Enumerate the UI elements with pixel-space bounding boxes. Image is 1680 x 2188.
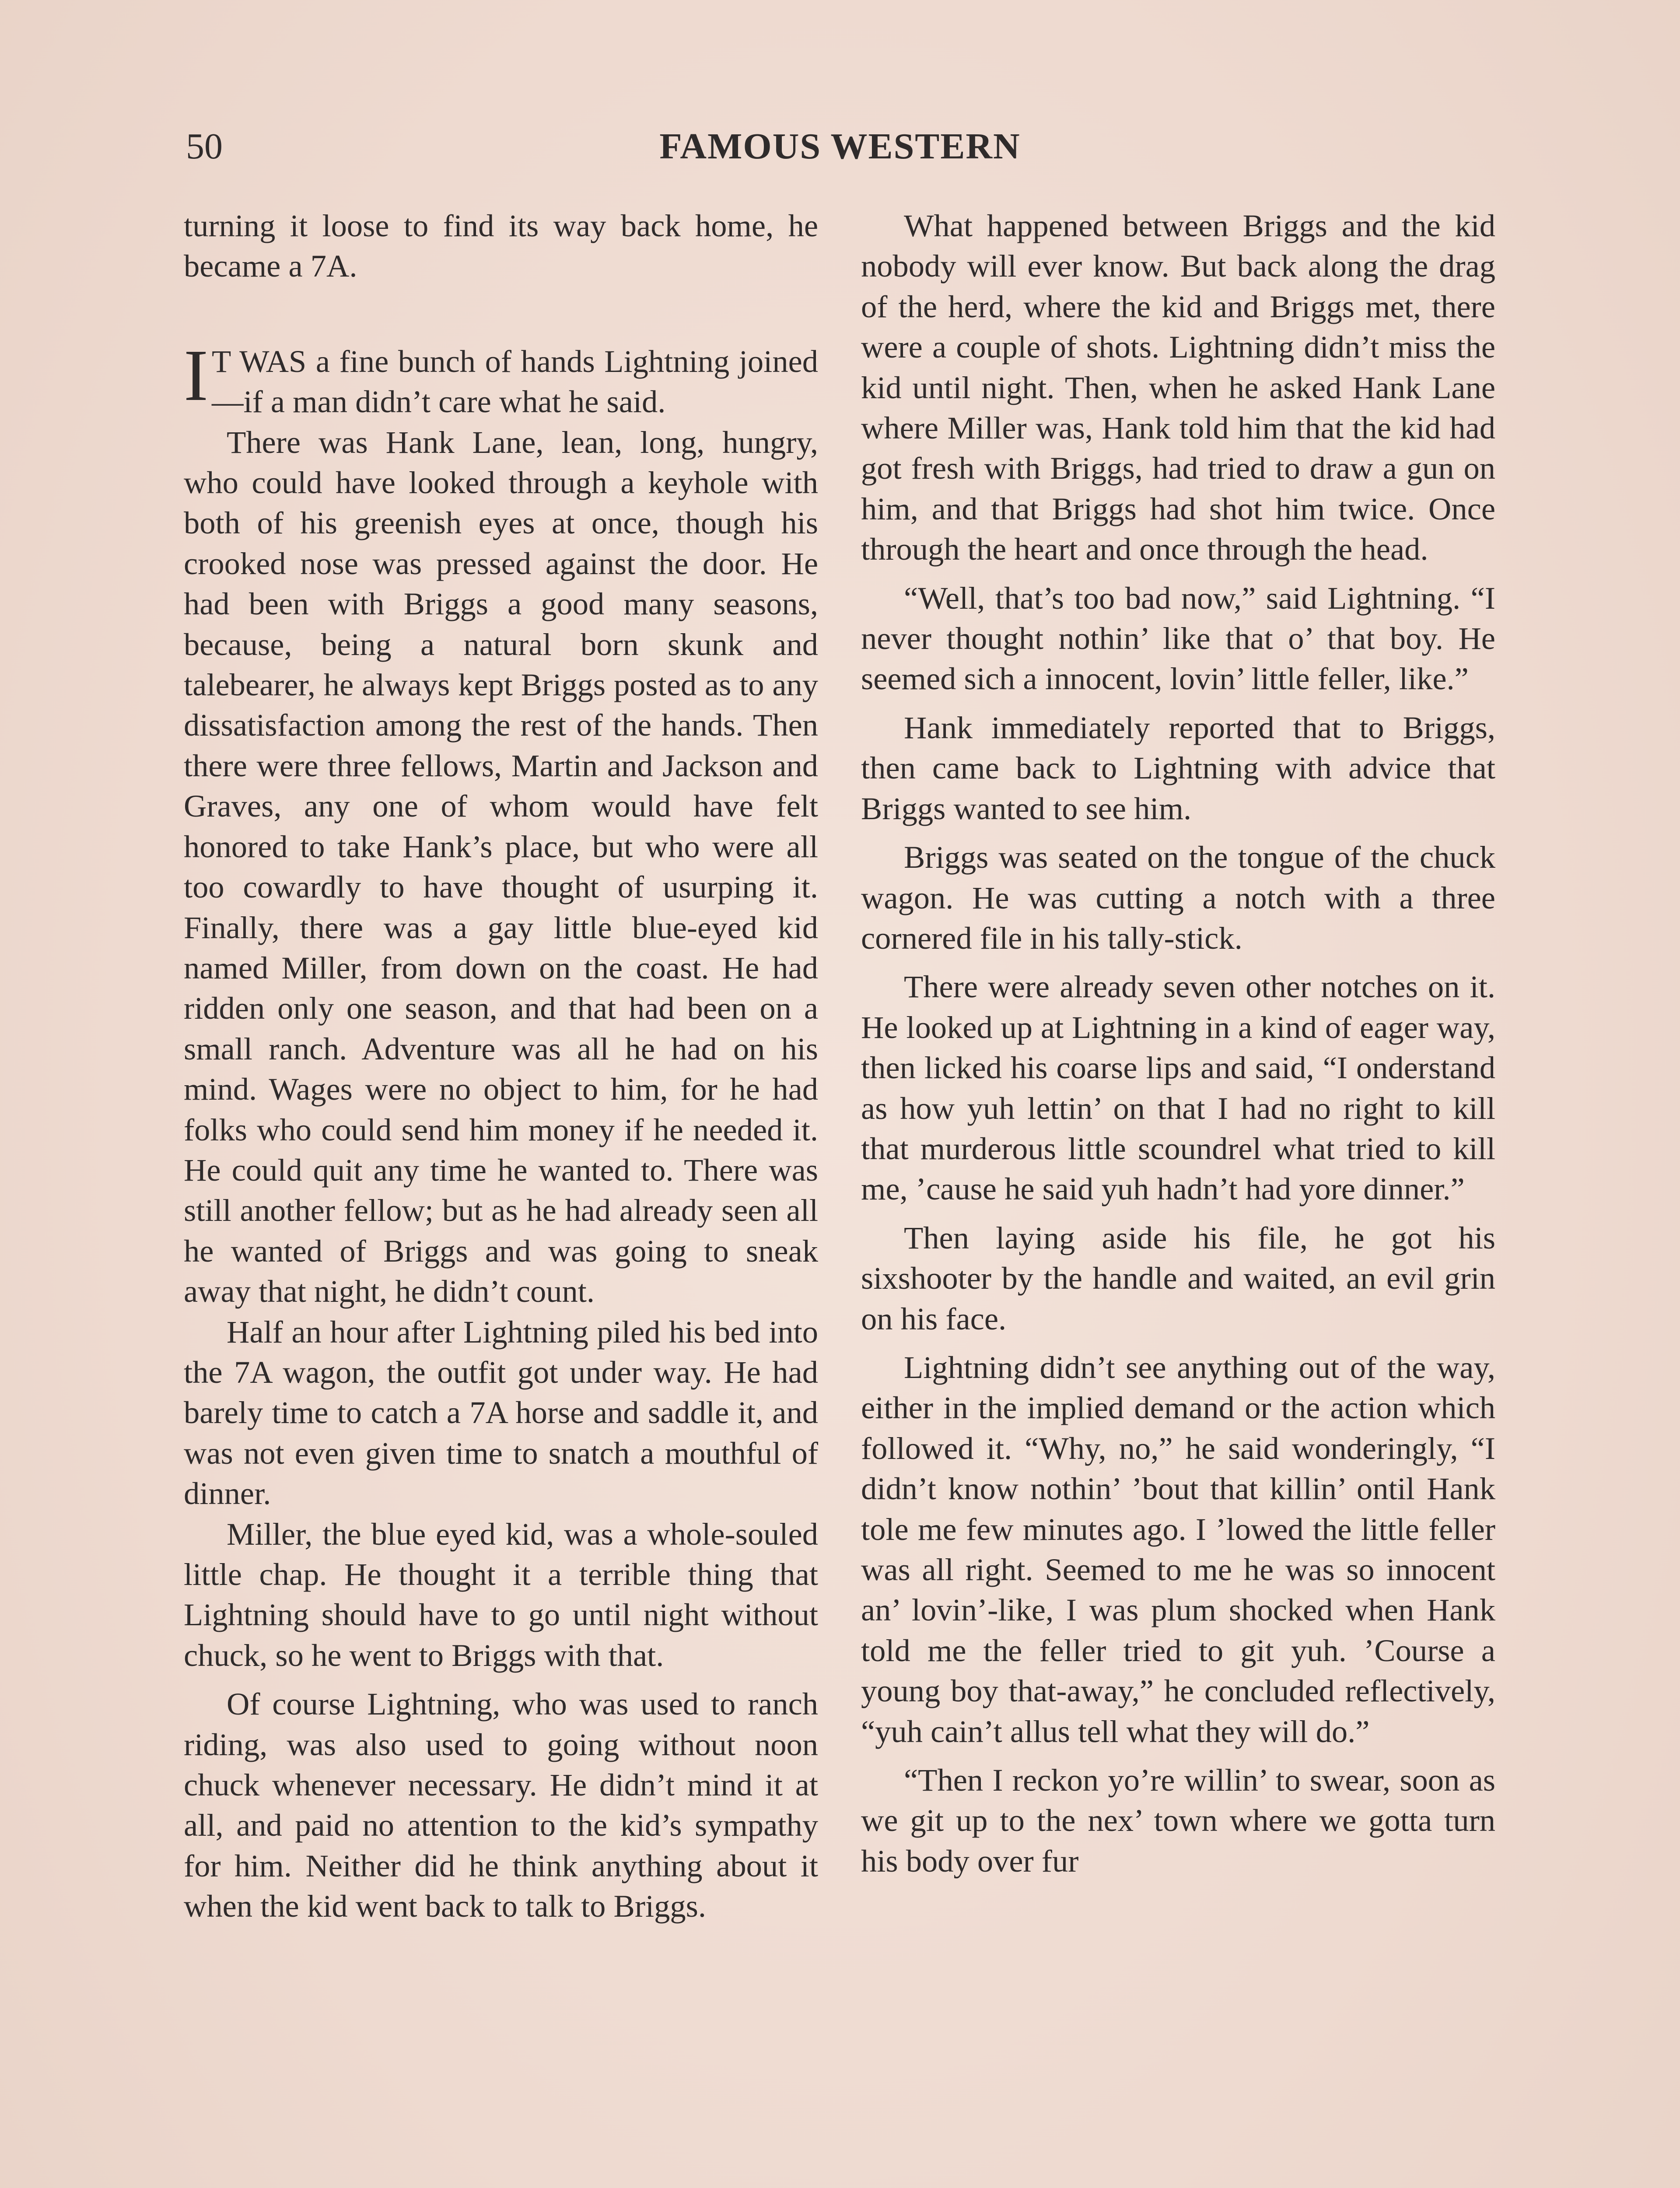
page-header (186, 125, 1494, 177)
paragraph: There was Hank Lane, lean, long, hungry, who could have looked through a keyhole with both of his greenish eyes at once, though his crooked nose was pressed against the door. He had been with Briggs a good many seasons, because, being a natural born skunk and talebearer, he always kept Briggs posted as to any dissatisfaction among the rest of the hands. Then there were three fellows, Martin and Jackson and Graves, any one of whom would have felt honored to take Hank’s place, but who were all too cowardly to have thought of usurping it. Finally, there was a gay little blue-eyed kid named Miller, from down on the coast. He had ridden only one season, and that had been on a small ranch. Adventure was all he had on his mind. Wages were no object to him, for he had folks who could send him money if he needed it. He could quit any time he wanted to. There was still another fellow; but as he had already seen all he wanted of Briggs and was going to sneak away that night, he didn’t count. (184, 424, 818, 1309)
page-number: 50 (186, 126, 223, 167)
paragraph: Lightning didn’t see anything out of the way, either in the implied demand or the action which followed it. “Why, no,” he said wonderingly, “I didn’t know nothin’ ’bout that killin’ ontil Hank tole me few minutes ago. I ’lowed the little feller was all right. Seemed to me he was so innocent an’ lovin’-like, I was plum shocked when Hank told me the feller tried to git yuh. ’Course a young boy that-away,” he concluded reflectively, “yuh cain’t allus tell what they will do.” (861, 1349, 1495, 1749)
right-column (861, 206, 1495, 1881)
paragraph: “Then I reckon yo’re willin’ to swear, soon as we git up to the nex’ town where we gotta turn his body over fur (861, 1762, 1495, 1879)
paragraph: “Well, that’s too bad now,” said Lightning. “I never thought nothin’ like that o’ that boy. He seemed sich a innocent, lovin’ little feller, like.” (861, 580, 1495, 697)
paragraph: Then laying aside his file, he got his sixshooter by the handle and waited, an evil grin on his face. (861, 1220, 1495, 1336)
paragraph: There were already seven other notches on it. He looked up at Lightning in a kind of eager way, then licked his coarse lips and said, “I onderstand as how yuh lettin’ on that I had no right to kill that murderous little scoundrel what tried to kill me, ’cause he said yuh hadn’t had yore dinner.” (861, 969, 1495, 1207)
paragraph: What happened between Briggs and the kid nobody will ever know. But back along the drag of the herd, where the kid and Briggs met, there were a couple of shots. Lightning didn’t miss the kid until night. Then, when he asked Hank Lane where Miller was, Hank told him that the kid had got fresh with Briggs, had tried to draw a gun on him, and that Briggs had shot him twice. Once through the heart and once through the head. (861, 208, 1495, 567)
paragraph: Briggs was seated on the tongue of the chuck wagon. He was cutting a notch with a three cornered file in his tally-stick. (861, 839, 1495, 956)
magazine-title: FAMOUS WESTERN (659, 126, 1021, 167)
left-column (184, 206, 818, 1927)
paragraph: Miller, the blue eyed kid, was a whole-souled little chap. He thought it a terrible thing that Lightning should have to go until night without chuck, so he went to Briggs with that. (184, 1516, 818, 1673)
paragraph: Hank immediately reported that to Briggs, then came back to Lightning with advice that Briggs wanted to see him. (861, 709, 1495, 826)
drop-cap: I (184, 334, 208, 416)
paragraph: turning it loose to find its way back home, he became a 7A. (184, 208, 818, 284)
paragraph: Of course Lightning, who was used to ranch riding, was also used to going without noon chuck whenever necessary. He didn’t mind it at all, and paid no attention to the kid’s sympathy for him. Neither did he think anything about it when the kid went back to talk to Briggs. (184, 1686, 818, 1924)
paragraph: Half an hour after Lightning piled his bed into the 7A wagon, the outfit got under way. He had barely time to catch a 7A horse and saddle it, and was not even given time to snatch a mouthful of dinner. (184, 1314, 818, 1511)
paragraph-text: T WAS a fine bunch of hands Lightning joined—if a man didn’t care what he said. (211, 343, 818, 420)
section-opening-paragraph (184, 334, 818, 422)
